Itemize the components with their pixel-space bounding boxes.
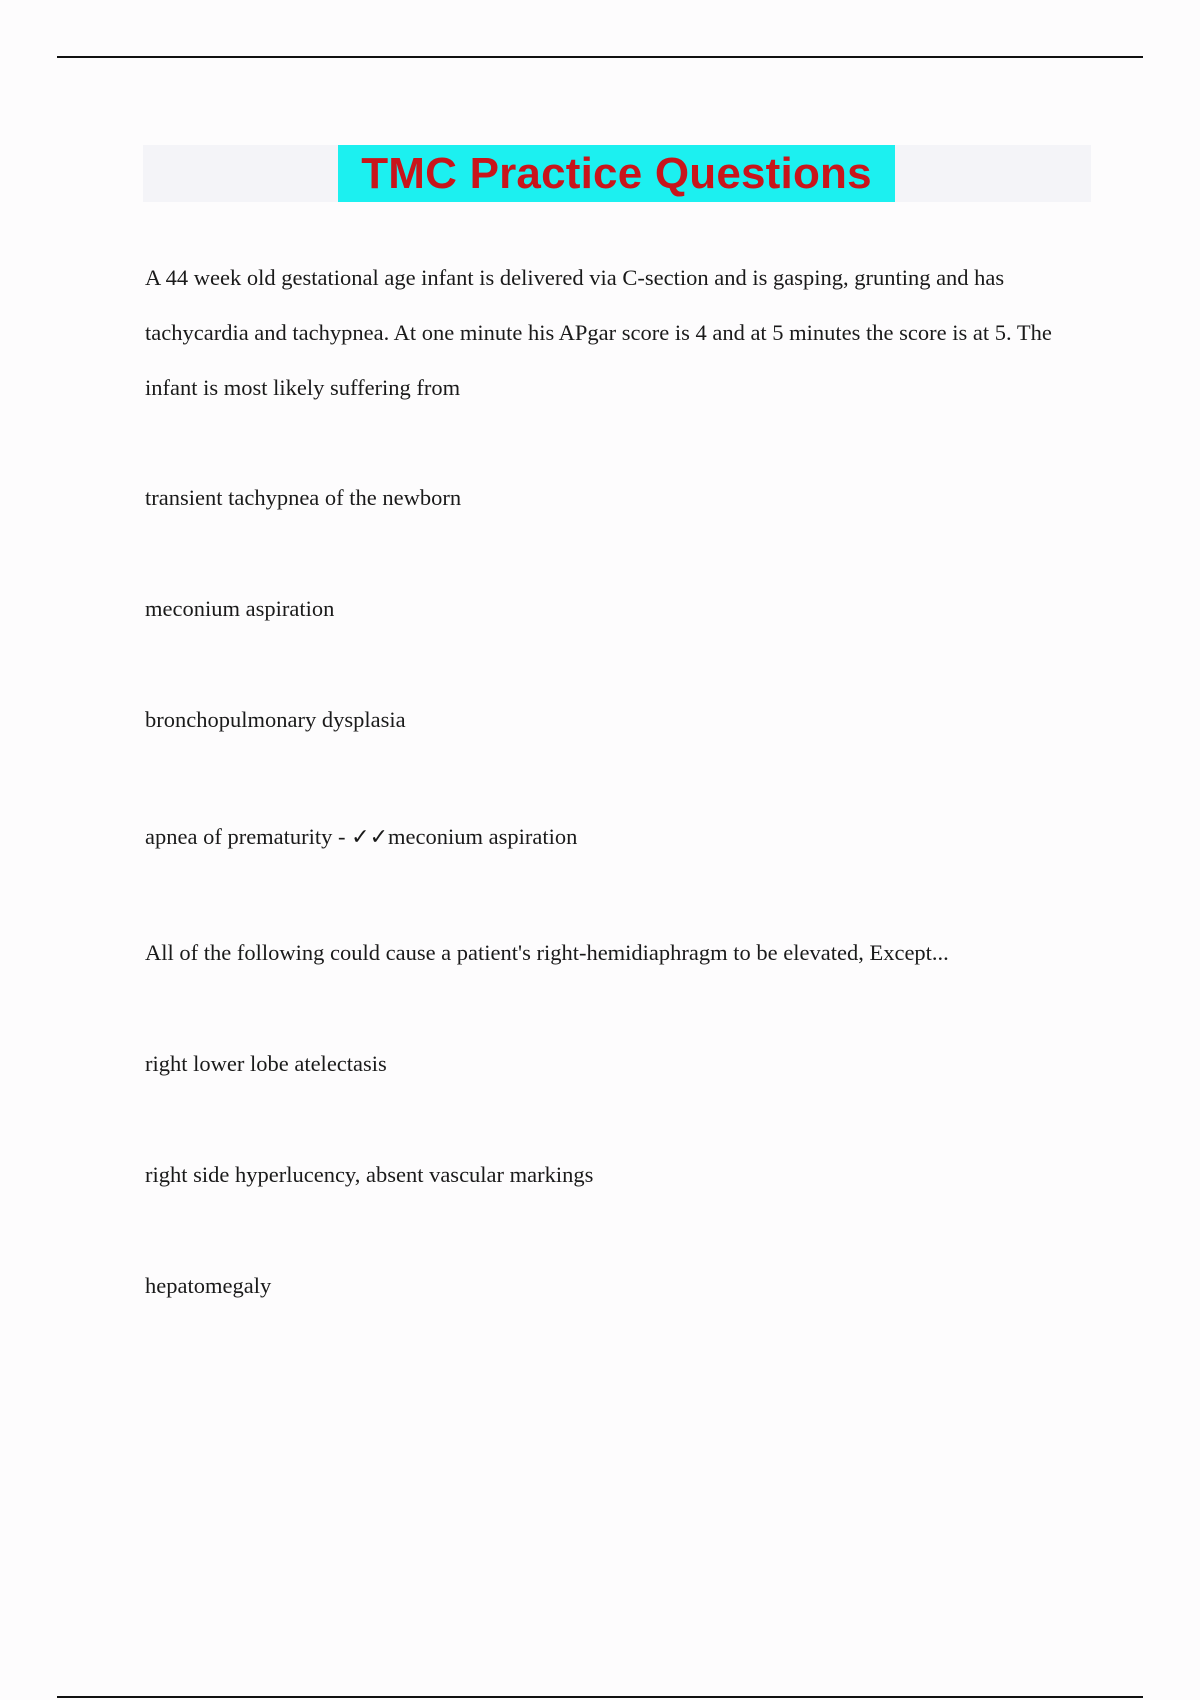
document-body [145,250,1095,1313]
question-2-option-c: hepatomegaly [145,1273,272,1298]
question-1-option-a: transient tachypnea of the newborn [145,485,462,510]
check-mark-icon: ✓✓ [351,825,389,850]
question-2-option-b: right side hyperlucency, absent vascular markings [145,1162,594,1187]
question-1-option-c: bronchopulmonary dysplasia [145,707,406,732]
question-2-text: All of the following could cause a patient's right-hemidiaphragm to be elevated, Except... [145,940,949,965]
question-2-option-a: right lower lobe atelectasis [145,1051,387,1076]
page-title: TMC Practice Questions [361,148,872,198]
question-1-option-d-with-answer [145,809,1095,865]
bottom-rule [57,1696,1143,1698]
top-rule [57,56,1143,58]
title-highlight [338,145,895,202]
question-1-answer: meconium aspiration [388,824,578,849]
question-1-text: A 44 week old gestational age infant is delivered via C-section and is gasping, grunting and has tachycardia and tachypnea. At one minute his APgar score is 4 and at 5 minutes the score is at 5. The infant is most likely suffering from [145,265,1052,400]
question-1-option-b: meconium aspiration [145,596,335,621]
question-1-option-d: apnea of prematurity - [145,824,352,849]
